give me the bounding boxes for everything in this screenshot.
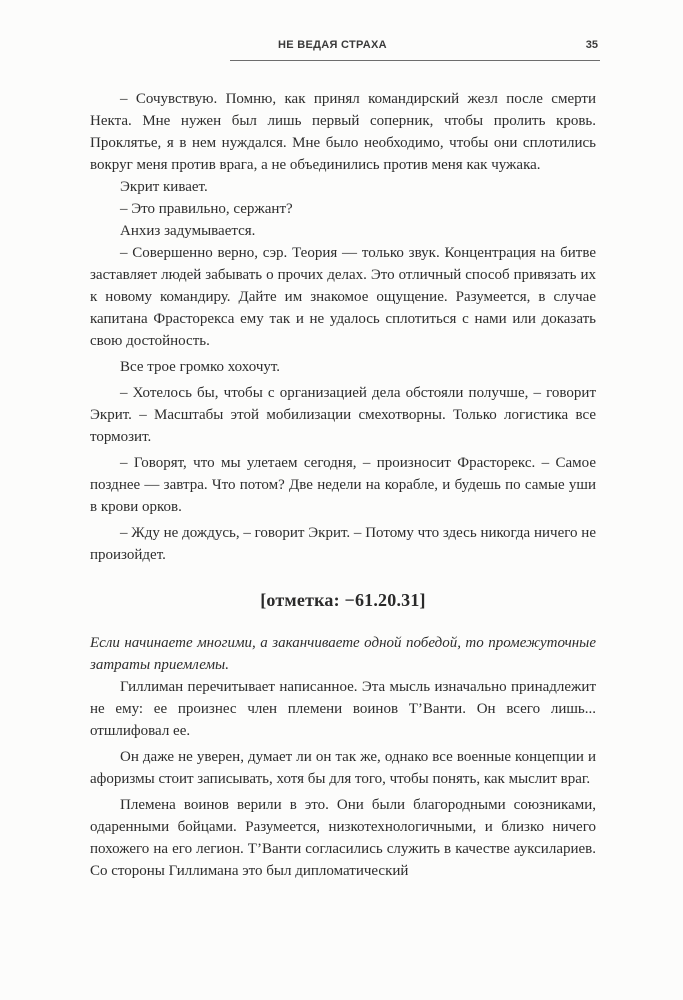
paragraph: Все трое громко хохочут. [120, 359, 281, 375]
paragraph: – Сочувствую. Помню, как принял командирский жезл после смерти Некта. Мне нужен был лишь первый соперник, чтобы пролить кровь. Проклятье, я в нем нуждался. Мне было необходимо, чтобы они сплотились вокруг меня против врага, а не объединились против меня как чужака. [90, 91, 596, 173]
paragraph: Племена воинов верили в это. Они были благородными союзниками, одаренными бойцами. Разумеется, низкотехнологичными, и близко ничего похожего на его легион. Т’Ванти согласились служить в качестве ауксилариев. Со стороны Гиллимана это был дипломатический [90, 797, 596, 879]
paragraph: Он даже не уверен, думает ли он так же, однако все военные концепции и афоризмы стоит записывать, хотя бы для того, чтобы понять, как мыслит враг. [90, 749, 596, 787]
paragraph: Экрит кивает. [120, 179, 208, 195]
page-number: 35 [585, 39, 598, 51]
paragraph: – Это правильно, сержант? [120, 201, 293, 217]
paragraph: – Говорят, что мы улетаем сегодня, – произносит Фрасторекс. – Самое позднее — завтра. Что потом? Две недели на корабле, и будешь по самые уши в крови орков. [90, 455, 596, 515]
epigraph: Если начинаете многими, а заканчиваете одной победой, то промежуточные затраты приемлемы. [90, 635, 596, 673]
paragraph: – Жду не дождусь, – говорит Экрит. – Потому что здесь никогда ничего не произойдет. [90, 525, 596, 563]
section-mark: [отметка: −61.20.31] [260, 590, 426, 610]
text-column [90, 88, 596, 882]
paragraph: Гиллиман перечитывает написанное. Эта мысль изначально принадлежит не ему: ее произнес член племени воинов Т’Ванти. Он всего лишь... отшлифовал ее. [90, 679, 596, 739]
paragraph: – Совершенно верно, сэр. Теория — только звук. Концентрация на битве заставляет людей забывать о прочих делах. Это отличный способ привязать их к новому командиру. Дайте им знакомое ощущение. Разумеется, в случае капитана Фрасторекса ему так и не удалось сплотиться с нами или доказать свою достойность. [90, 245, 596, 349]
paragraph: Анхиз задумывается. [120, 223, 256, 239]
paragraph: – Хотелось бы, чтобы с организацией дела обстояли получше, – говорит Экрит. – Масштабы этой мобилизации смехотворны. Только логистика все тормозит. [90, 385, 596, 445]
running-title: НЕ ВЕДАЯ СТРАХА [278, 39, 387, 51]
page-header [230, 30, 600, 61]
